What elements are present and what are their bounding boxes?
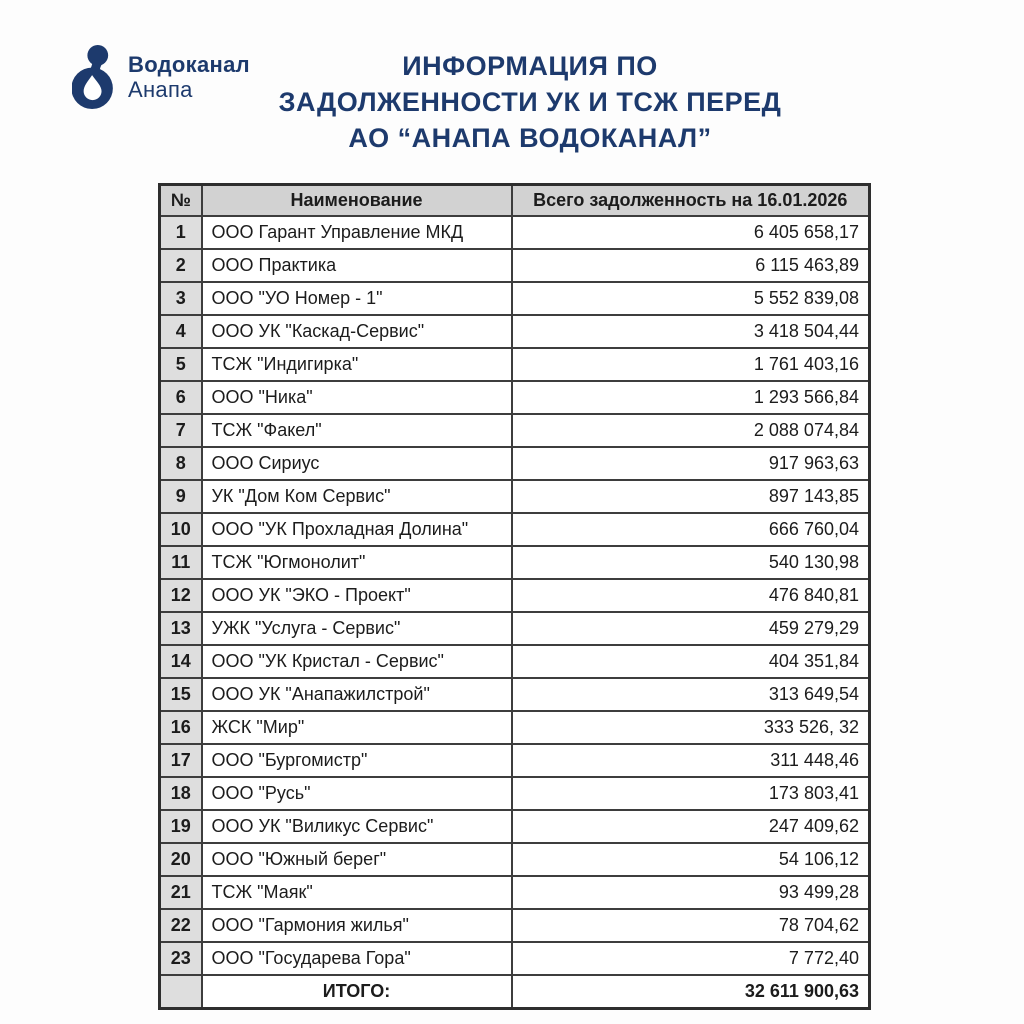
row-number-cell: 6 [160,381,202,414]
row-number-cell: 20 [160,843,202,876]
table-row [160,381,870,414]
row-value-cell: 311 448,46 [512,744,870,777]
row-value-cell: 459 279,29 [512,612,870,645]
table-row [160,645,870,678]
table-row [160,777,870,810]
table-row [160,579,870,612]
row-number-cell: 4 [160,315,202,348]
row-value-cell: 917 963,63 [512,447,870,480]
row-number-cell: 23 [160,942,202,975]
table-row [160,546,870,579]
row-value-cell: 93 499,28 [512,876,870,909]
col-header-name: Наименование [202,185,512,217]
row-value-cell: 476 840,81 [512,579,870,612]
row-name-cell: ООО УК "Виликус Сервис" [202,810,512,843]
row-name-cell: ООО "Русь" [202,777,512,810]
table-row [160,480,870,513]
logo [72,44,250,110]
row-number-cell: 11 [160,546,202,579]
row-number-cell: 5 [160,348,202,381]
row-name-cell: ООО УК "ЭКО - Проект" [202,579,512,612]
total-value: 32 611 900,63 [512,975,870,1009]
row-number-cell: 3 [160,282,202,315]
table-row [160,942,870,975]
row-value-cell: 897 143,85 [512,480,870,513]
logo-subtitle: Анапа [128,77,193,102]
row-name-cell: ООО "Государева Гора" [202,942,512,975]
row-number-cell: 8 [160,447,202,480]
waterdrop-logo-icon [72,44,116,110]
row-name-cell: ТСЖ "Маяк" [202,876,512,909]
table-row [160,711,870,744]
row-name-cell: ТСЖ "Индигирка" [202,348,512,381]
row-name-cell: ООО "Ника" [202,381,512,414]
row-name-cell: УЖК "Услуга - Сервис" [202,612,512,645]
debt-table-body [160,216,870,975]
debt-table [158,183,871,1010]
logo-text [128,52,250,103]
row-number-cell: 13 [160,612,202,645]
row-number-cell: 17 [160,744,202,777]
row-name-cell: ООО Практика [202,249,512,282]
col-header-debt: Всего задолженность на 16.01.2026 [512,185,870,217]
row-value-cell: 2 088 074,84 [512,414,870,447]
row-value-cell: 3 418 504,44 [512,315,870,348]
table-row [160,249,870,282]
page-title-line3: АО “АНАПА ВОДОКАНАЛ” [348,123,712,153]
total-number-cell [160,975,202,1009]
row-number-cell: 7 [160,414,202,447]
row-value-cell: 540 130,98 [512,546,870,579]
row-number-cell: 12 [160,579,202,612]
table-row [160,513,870,546]
row-number-cell: 19 [160,810,202,843]
row-number-cell: 22 [160,909,202,942]
row-name-cell: ООО УК "Каскад-Сервис" [202,315,512,348]
row-name-cell: ООО Гарант Управление МКД [202,216,512,249]
row-name-cell: ООО Сириус [202,447,512,480]
row-name-cell: ООО "Бургомистр" [202,744,512,777]
table-row [160,744,870,777]
table-row [160,876,870,909]
table-row [160,348,870,381]
row-value-cell: 5 552 839,08 [512,282,870,315]
row-value-cell: 404 351,84 [512,645,870,678]
logo-title: Водоканал [128,51,250,77]
row-number-cell: 16 [160,711,202,744]
row-number-cell: 9 [160,480,202,513]
row-value-cell: 1 293 566,84 [512,381,870,414]
row-name-cell: ЖСК "Мир" [202,711,512,744]
page-title-line1: ИНФОРМАЦИЯ ПО [402,51,658,81]
table-row [160,414,870,447]
row-value-cell: 333 526, 32 [512,711,870,744]
table-row [160,447,870,480]
table-row [160,612,870,645]
row-number-cell: 1 [160,216,202,249]
table-row [160,678,870,711]
row-value-cell: 1 761 403,16 [512,348,870,381]
row-name-cell: ООО "УО Номер - 1" [202,282,512,315]
page-title [260,48,800,156]
table-row [160,282,870,315]
row-name-cell: УК "Дом Ком Сервис" [202,480,512,513]
row-value-cell: 313 649,54 [512,678,870,711]
table-row [160,315,870,348]
row-value-cell: 78 704,62 [512,909,870,942]
row-value-cell: 666 760,04 [512,513,870,546]
row-value-cell: 247 409,62 [512,810,870,843]
row-number-cell: 18 [160,777,202,810]
row-value-cell: 54 106,12 [512,843,870,876]
row-value-cell: 6 115 463,89 [512,249,870,282]
row-name-cell: ООО "Гармония жилья" [202,909,512,942]
table-header-row [160,185,870,217]
total-label: ИТОГО: [202,975,512,1009]
table-row [160,909,870,942]
row-name-cell: ТСЖ "Югмонолит" [202,546,512,579]
row-value-cell: 173 803,41 [512,777,870,810]
row-number-cell: 21 [160,876,202,909]
page-title-line2: ЗАДОЛЖЕННОСТИ УК И ТСЖ ПЕРЕД [278,87,782,117]
row-number-cell: 14 [160,645,202,678]
row-number-cell: 15 [160,678,202,711]
row-name-cell: ООО УК "Анапажилстрой" [202,678,512,711]
row-value-cell: 7 772,40 [512,942,870,975]
col-header-number: № [160,185,202,217]
row-number-cell: 10 [160,513,202,546]
row-number-cell: 2 [160,249,202,282]
row-name-cell: ООО "УК Прохладная Долина" [202,513,512,546]
table-row [160,810,870,843]
table-row [160,216,870,249]
row-name-cell: ООО "УК Кристал - Сервис" [202,645,512,678]
row-name-cell: ТСЖ "Факел" [202,414,512,447]
total-row [160,975,870,1009]
row-name-cell: ООО "Южный берег" [202,843,512,876]
table-row [160,843,870,876]
row-value-cell: 6 405 658,17 [512,216,870,249]
